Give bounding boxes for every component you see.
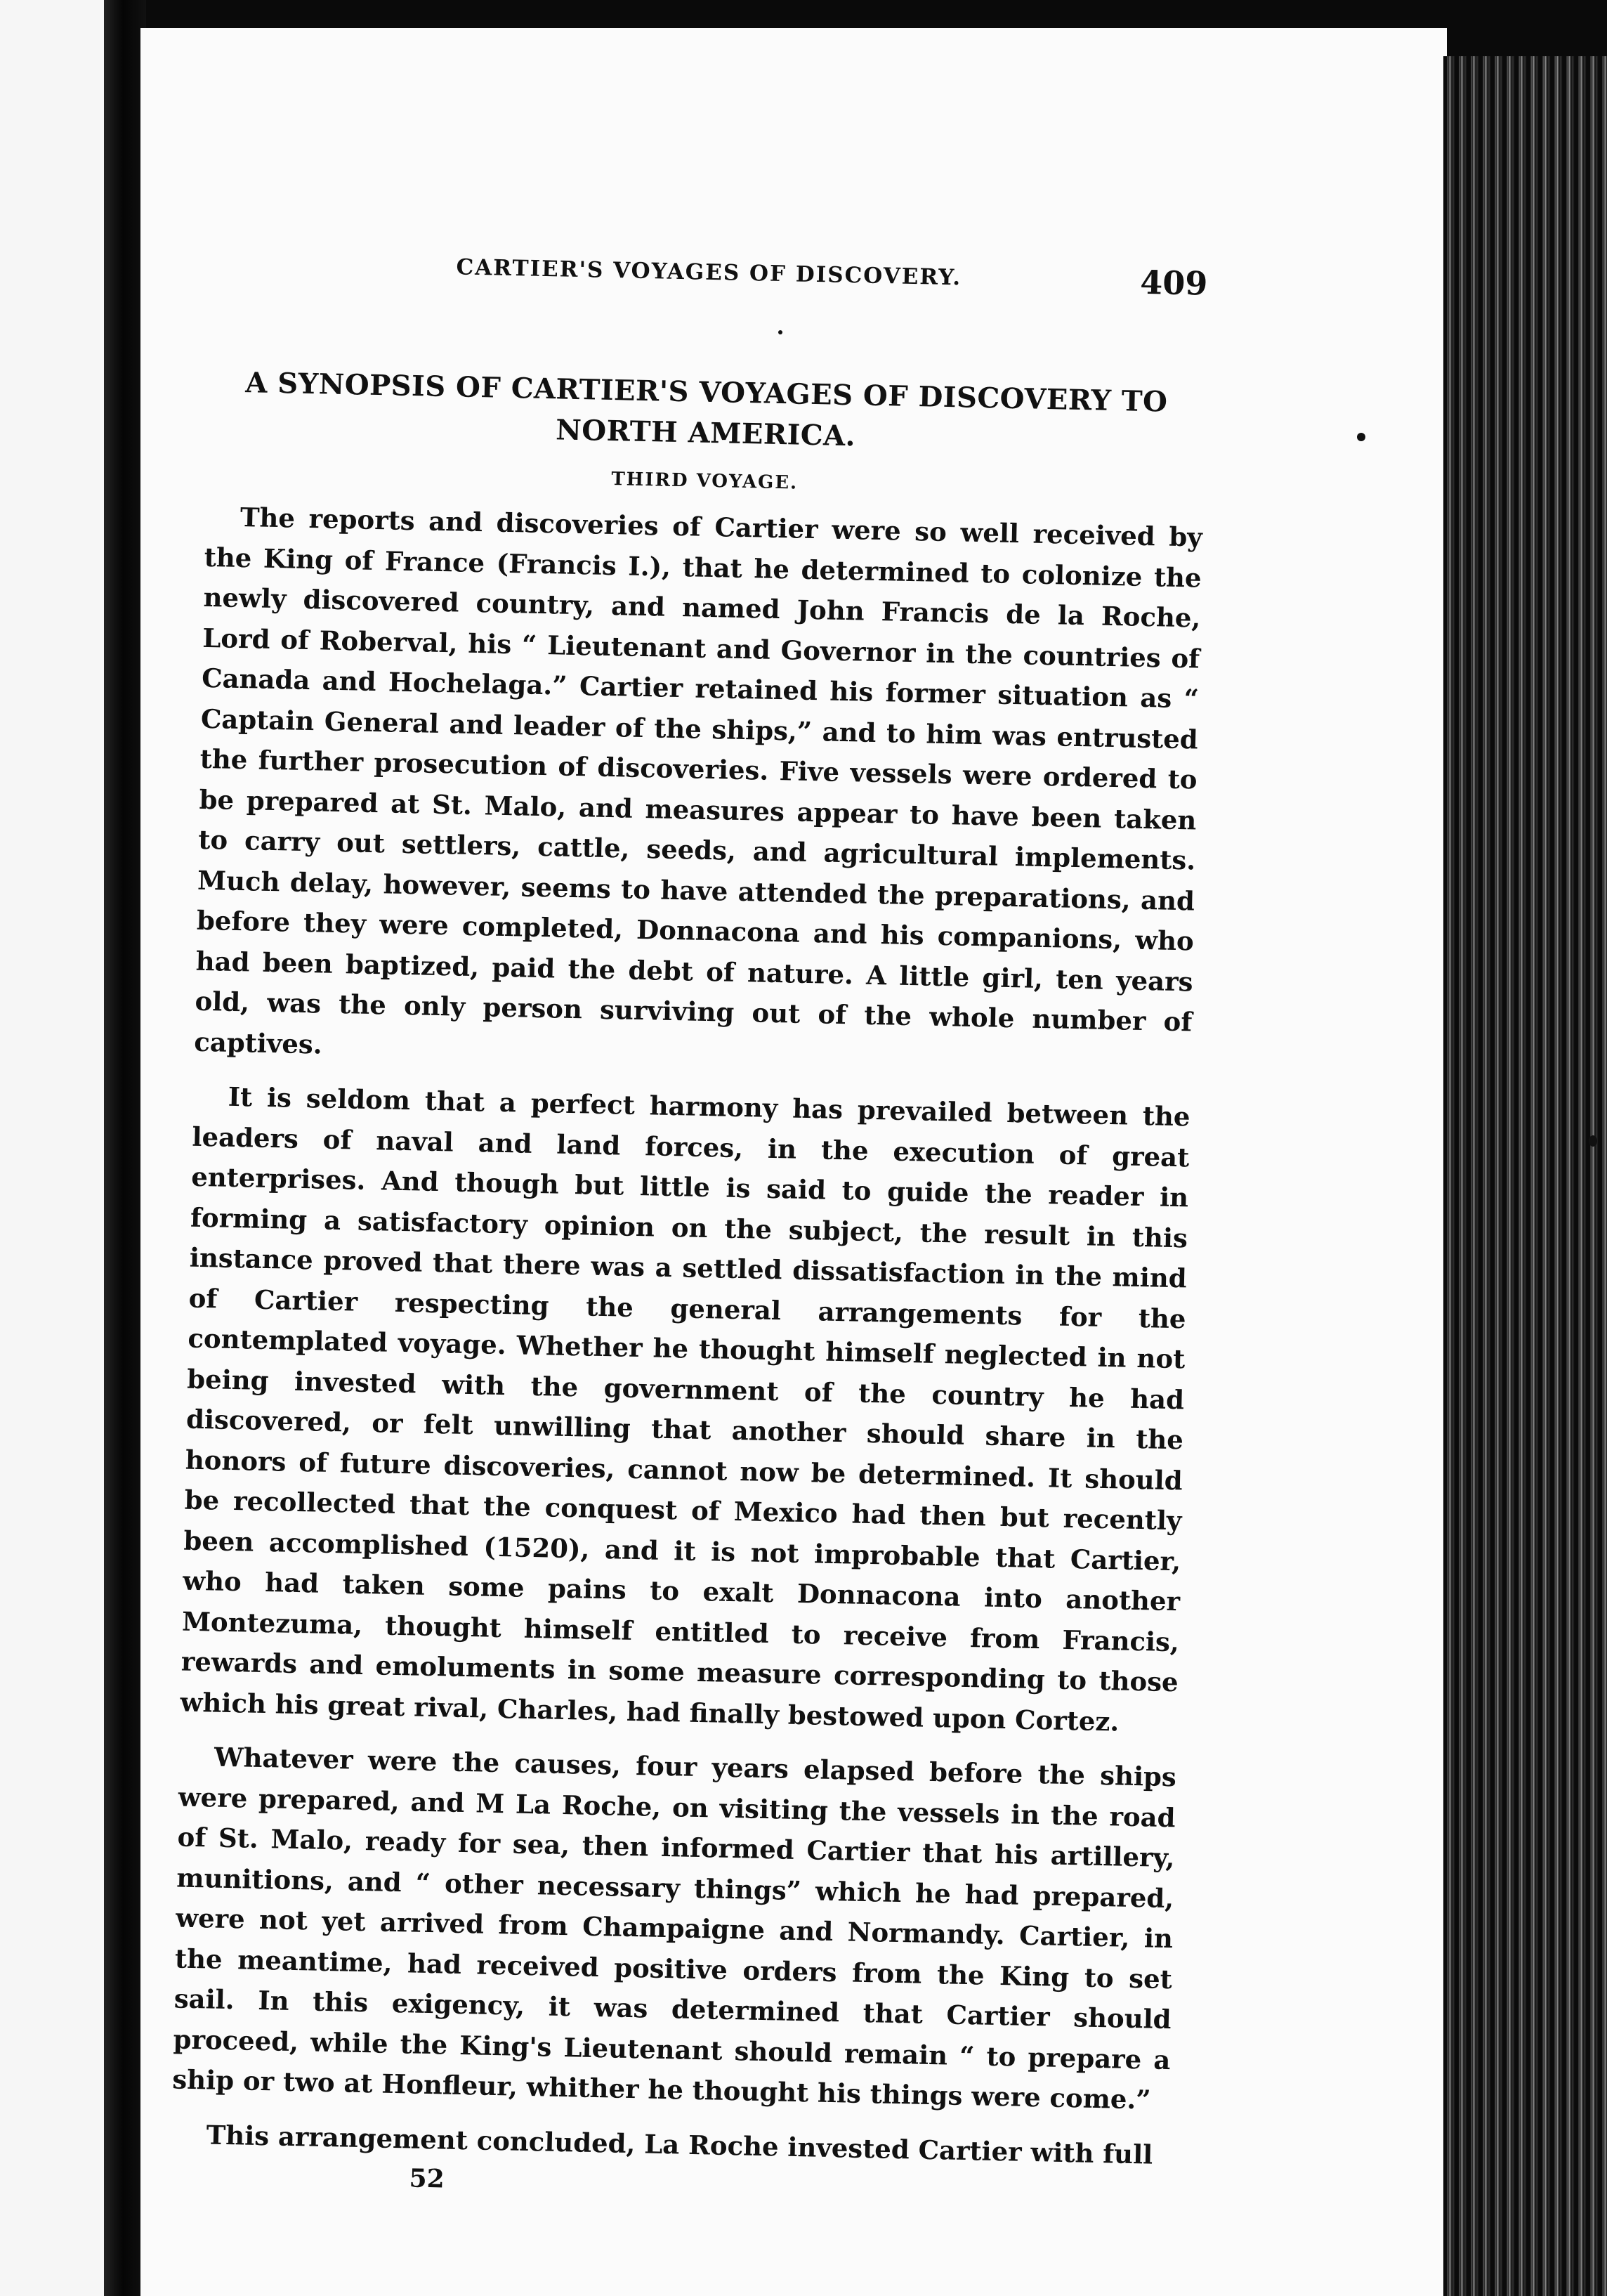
paragraph: The reports and discoveries of Cartier were so well received by the King of France (Francis I.), that he determined to colonize the newly discovered country, and named John Francis de la Roche, Lord of Roberval, his “ Lieutenant and Governor in the countries of Canada and Hochelaga.” Cartier retained his former situation as “ Captain General and leader of the ships,” and to him was entrusted the further prosecution of discoveries. Five vessels were ordered to be prepared at St. Malo, and measures appear to have been taken to carry out settlers, cattle, seeds, and agricultural implements. Much delay, however, seems to have attended the preparations, and before they were completed, Donnacona and his companions, who had been baptized, paid the debt of nature. A little girl, ten years old, was the only person surviving out of the whole number of captives. xyxy=(193,501,1203,1060)
paragraph: It is seldom that a perfect harmony has prevailed between the leaders of naval and land forces, in the execution of great enterprises. And though but little is said to guide the reader in forming a satisfactory opinion on the subject, the result in this instance proved that there was a settled dissatisfaction in the mind of Cartier respecting the general arrangements for the contemplated voyage. Whether he thought himself neglected in not being invested with the government of the country he had discovered, or felt unwilling that another should share in the honors of future discoveries, cannot now be determined. It should be recollected that the conquest of Mexico had then but recently been accomplished (1520), and it is not improbable that Cartier, who had taken some pains to exalt Donnacona into another Montezuma, thought himself entitled to receive from Francis, rewards and emoluments in some measure corresponding to those which his great rival, Charles, had finally bestowed upon Cortez. xyxy=(180,1081,1191,1737)
page-edges-stack xyxy=(1443,56,1607,2296)
chapter-title: A SYNOPSIS OF CARTIER'S VOYAGES OF DISCOVERY TO NORTH AMERICA. xyxy=(244,366,1168,453)
ink-speck xyxy=(1357,433,1365,441)
page-text xyxy=(170,249,1207,2209)
book-gutter xyxy=(104,0,146,2296)
facing-page-edge xyxy=(0,0,104,2296)
running-title: CARTIER'S VOYAGES OF DISCOVERY. xyxy=(456,254,962,291)
ink-speck xyxy=(1589,1135,1597,1147)
paragraph: This arrangement concluded, La Roche invested Cartier with full xyxy=(206,2118,1153,2170)
paragraph: Whatever were the causes, four years elapsed before the ships were prepared, and M La Roche, on visiting the vessels in the road of St. Malo, ready for sea, then informed Cartier that his artillery, munitions, and “ other necessary things” which he had prepared, were not yet arrived from Champaigne and Normandy. Cartier, in the meantime, had received positive orders from the King to set sail. In this exigency, it was determined that Cartier should proceed, while the King's Lieutenant should remain “ to prepare a ship or two at Honfleur, whither he thought his things were come.” xyxy=(171,1741,1177,2115)
page-number: 409 xyxy=(1139,263,1208,303)
signature-mark: 52 xyxy=(409,2163,445,2194)
section-title: THIRD VOYAGE. xyxy=(611,469,799,494)
